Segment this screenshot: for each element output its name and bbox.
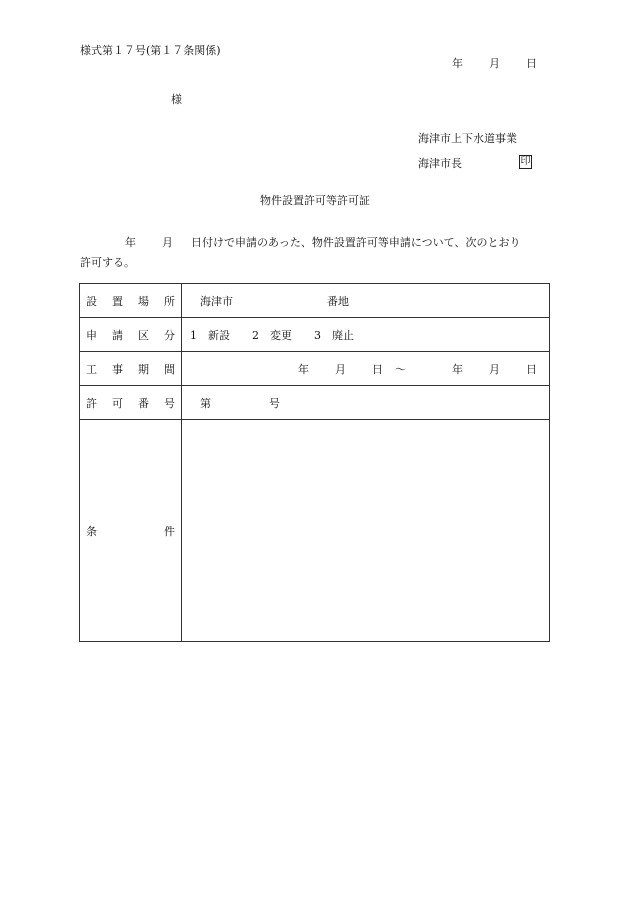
option-new[interactable]: 1 新設 — [190, 328, 230, 342]
location-city: 海津市 — [200, 294, 233, 308]
value-location[interactable] — [182, 284, 550, 318]
permit-suffix: 号 — [269, 396, 280, 410]
issuer-organization: 海津市上下水道事業 — [418, 132, 517, 145]
label-period: 工 事 期 間 — [80, 352, 182, 386]
body-month: 月 — [162, 236, 173, 249]
row-location — [80, 284, 550, 318]
location-suffix: 番地 — [327, 294, 349, 308]
addressee-honorific: 様 — [171, 93, 182, 106]
body-line-2: 許可する。 — [80, 256, 135, 269]
row-period — [80, 352, 550, 386]
label-conditions: 条 件 — [80, 420, 182, 642]
document-title: 物件設置許可等許可証 — [260, 194, 370, 207]
body-text-1: 日付けで申請のあった、物件設置許可等申請について、次のとおり — [191, 236, 521, 249]
row-permit-number — [80, 386, 550, 420]
permit-table — [79, 283, 550, 642]
issue-date-month: 月 — [489, 57, 500, 70]
period-end-day: 日 — [526, 362, 537, 376]
period-end-year: 年 — [452, 362, 463, 376]
row-conditions — [80, 420, 550, 642]
body-line-1 — [125, 236, 520, 250]
value-permit-number[interactable] — [182, 386, 550, 420]
period-start-year: 年 — [298, 362, 309, 376]
permit-prefix: 第 — [200, 396, 211, 410]
issue-date-year: 年 — [452, 57, 463, 70]
label-permit-number: 許 可 番 号 — [80, 386, 182, 420]
issuer-title: 海津市長 — [418, 157, 462, 170]
period-tilde: ～ — [395, 362, 406, 376]
period-start-day: 日 — [372, 362, 383, 376]
period-end-month: 月 — [489, 362, 500, 376]
form-number: 様式第１７号(第１７条関係) — [80, 44, 221, 57]
label-category: 申 請 区 分 — [80, 318, 182, 352]
seal-mark: 印 — [520, 156, 531, 167]
label-location: 設 置 場 所 — [80, 284, 182, 318]
body-year: 年 — [125, 236, 136, 249]
period-start-month: 月 — [335, 362, 346, 376]
value-period[interactable] — [182, 352, 550, 386]
option-change[interactable]: 2 変更 — [252, 328, 292, 342]
option-abolish[interactable]: 3 廃止 — [314, 328, 354, 342]
row-category — [80, 318, 550, 352]
value-category[interactable] — [182, 318, 550, 352]
value-conditions[interactable] — [182, 420, 550, 642]
issue-date — [452, 57, 537, 71]
issue-date-day: 日 — [526, 57, 537, 70]
